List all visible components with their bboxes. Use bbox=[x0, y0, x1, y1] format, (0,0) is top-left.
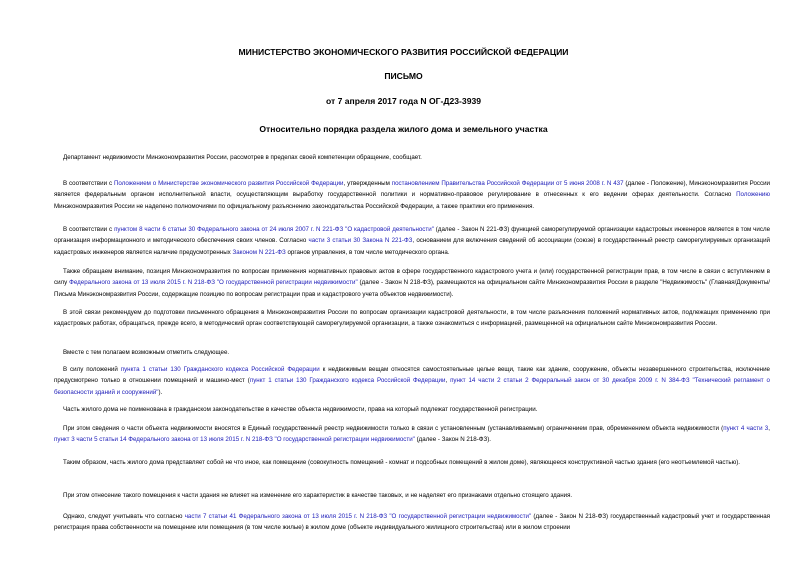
ministry-heading: МИНИСТЕРСТВО ЭКОНОМИЧЕСКОГО РАЗВИТИЯ РОССИЙСКОЙ ФЕДЕРАЦИИ bbox=[238, 47, 569, 57]
text: ). bbox=[158, 388, 163, 396]
text: Однако, следует учитывать что согласно bbox=[63, 513, 185, 520]
text: (далее - Закон N 218-ФЗ) государственный кадастровый учет и государственная регистрация права собственности на помещение или помещения (в том числе жилые) в жилом доме (объекте индивидуального жилищного строительства) или в жилом строении bbox=[54, 513, 770, 532]
text: Также обращаем внимание, позиция Минэкономразвития по вопросам применения нормативных правовых актов в сфере государственного кадастрового учета и (или) государственной регистрации прав, в том числе в связи с вступлением в силу bbox=[54, 268, 770, 287]
paragraph-11 bbox=[54, 490, 770, 501]
link-civil-code-art130-p1[interactable]: пункт 1 статьи 130 Гражданского кодекса Российской Федерации bbox=[249, 377, 446, 385]
link-law-221-art30-p6[interactable]: пунктом 8 части 6 статьи 30 Федерального закона от 24 июля 2007 г. N 221-ФЗ "О кадастровой деятельности" bbox=[114, 226, 434, 233]
link-regulation[interactable]: Положению bbox=[736, 191, 770, 199]
link-law-221-art30-p3[interactable]: части 3 статьи 30 Закона N 221-ФЗ bbox=[308, 237, 413, 245]
paragraph-3 bbox=[54, 224, 770, 258]
document-type: ПИСЬМО bbox=[384, 71, 423, 81]
text: Таким образом, часть жилого дома представляет собой не что иное, как помещение (совокупность помещений - комнат и подсобных помещений в жилом доме), являющееся конструктивной частью здания (его неотъемлемой частью). bbox=[63, 459, 741, 466]
paragraph-10 bbox=[54, 457, 770, 468]
link-law-218[interactable]: Федерального закона от 13 июля 2015 г. N 218-ФЗ "О государственной регистрации недвижимости" bbox=[69, 279, 358, 287]
text: В силу положений bbox=[63, 366, 121, 373]
link-law-218-art14-p3[interactable]: пункт 3 части 5 статьи 14 Федерального закона от 13 июля 2015 г. N 218-ФЗ "О государственной регистрации недвижимости" bbox=[54, 436, 415, 444]
text: , bbox=[445, 377, 451, 385]
paragraph-6 bbox=[54, 347, 770, 358]
link-law-221[interactable]: Законом N 221-ФЗ bbox=[232, 248, 286, 256]
text: (далее - Положение), Минэкономразвития России является федеральным органом исполнительной власти, осуществляющим выработку государственной политики и нормативно-правовое регулирование в отнесенных к его ведении сферах деятельности. Согласно bbox=[54, 180, 771, 199]
link-government-decree-437[interactable]: постановлением Правительства Российской Федерации от 5 июня 2008 г. N 437 bbox=[391, 180, 624, 187]
paragraph-5 bbox=[54, 307, 770, 330]
text: органов управления, в том числе методического органа. bbox=[285, 248, 450, 256]
paragraph-1 bbox=[54, 152, 770, 163]
paragraph-9 bbox=[54, 423, 770, 446]
text: (далее - Закон N 221-ФЗ) функцией саморегулируемой организации кадастровых инженеров является в том числе организация информационного и методического обеспечения своих членов. Согласно bbox=[54, 226, 771, 245]
text: В соответствии с bbox=[63, 226, 115, 233]
text: , утвержденным bbox=[343, 180, 392, 187]
text: , основанием для включения сведений об ассоциации (союзе) в государственный реестр саморегулируемых организаций кадастровых инженеров является наличие предусмотренных bbox=[54, 237, 770, 256]
document-subject: Относительно порядка раздела жилого дома и земельного участка bbox=[259, 124, 548, 134]
link-law-218-art14-p4[interactable]: пункт 4 части 3 bbox=[723, 425, 769, 432]
paragraph-8 bbox=[54, 404, 770, 415]
paragraph-4 bbox=[54, 266, 770, 300]
text: к недвижимым вещам относятся самостоятельные целые вещи, такие как здание, сооружение, объекты незавершенного строительства, исключение предусмотрено только в отношении помещений и машино-мест ( bbox=[54, 366, 770, 385]
text: Часть жилого дома не поименована в гражданском законодательстве в качестве объекта недвижимости, права на который подлежат государственной регистрации. bbox=[63, 406, 538, 413]
paragraph-2 bbox=[54, 178, 770, 212]
paragraph-12 bbox=[54, 511, 770, 534]
text: В этой связи рекомендуем до подготовки письменного обращения в Минэкономразвития России по вопросам организации кадастровой деятельности, в том числе разъяснения положений нормативных актов, подлежащих применению при кадастровых работах, обращаться, прежде всего, в методический орган соответствующей саморегулируемой организации, а также ознакомиться с информацией, размещенной на официальном сайте Минэкономразвития России. bbox=[54, 309, 770, 328]
text: , bbox=[768, 425, 770, 432]
paragraph-7 bbox=[54, 364, 770, 398]
link-regulation-ministry[interactable]: Положением о Министерстве экономического развития Российской Федерации bbox=[113, 180, 344, 187]
link-law-218-art41[interactable]: части 7 статьи 41 Федерального закона от 13 июля 2015 г. N 218-ФЗ "О государственной регистрации недвижимости" bbox=[184, 513, 532, 520]
text: Минэкономразвития России не наделено полномочиями по официальному разъяснению законодательства Российской Федерации, а также практики его применения. bbox=[54, 202, 535, 210]
link-law-384[interactable]: пункт 14 части 2 статьи 2 Федеральный закон от 30 декабря 2009 г. N 384-ФЗ "Технический регламент о безопасности зданий и сооружений" bbox=[54, 377, 770, 396]
text: Вместе с тем полагаем возможным отметить следующее. bbox=[63, 349, 230, 356]
document-date-number: от 7 апреля 2017 года N ОГ-Д23-3939 bbox=[325, 96, 482, 106]
text: При этом сведения о части объекта недвижимости вносятся в Единый государственный реестр недвижимости только в связи с установленным (устанавливаемым) ограничением прав, обременением объекта недвижимости ( bbox=[63, 425, 724, 432]
text: Департамент недвижимости Минэкономразвития России, рассмотрев в пределах своей компетенции обращение, сообщает. bbox=[63, 154, 422, 161]
link-civil-code-art130[interactable]: пункта 1 статьи 130 Гражданского кодекса Российской Федерации bbox=[120, 366, 320, 373]
text: (далее - Закон N 218-ФЗ), размещаются на официальном сайте Минэкономразвития России в разделе "Недвижимость" (Главная/Документы/Письма Минэкономразвития России, содержащие позицию по вопросам регистрации прав и кадастрового учета объектов недвижимости). bbox=[54, 279, 770, 298]
text: (далее - Закон N 218-ФЗ). bbox=[414, 436, 492, 444]
text: При этом отнесение такого помещения к части здания не влияет на изменение его характеристик в качестве таковых, и не наделяет его признаками отдельно стоящего здания. bbox=[63, 492, 573, 499]
text: В соответствии с bbox=[63, 180, 114, 187]
